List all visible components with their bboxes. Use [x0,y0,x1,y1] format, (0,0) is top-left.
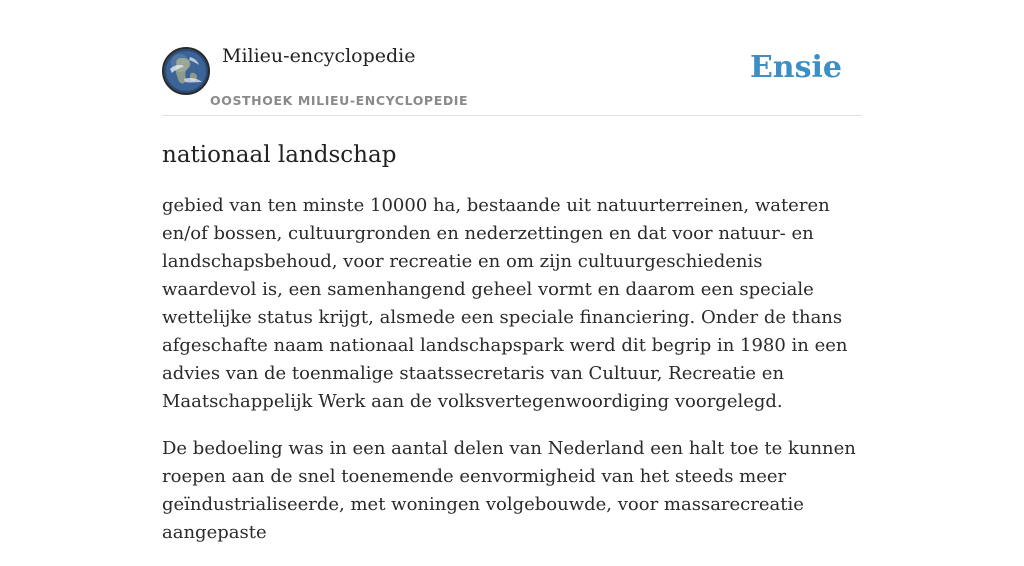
article-title: nationaal landschap [162,142,397,168]
brand-logo-link[interactable]: Ensie [749,50,842,85]
article-paragraph: De bedoeling was in een aantal delen van Nederland een halt toe te kunnen roepen aan de snel toenemende eenvormigheid van het steeds meer geïndustrialiseerde, met woningen volgebouwde, voor massarecreatie aangepaste [162,438,856,543]
content-column [162,0,862,566]
article-body [162,192,862,547]
site-subtitle[interactable]: OOSTHOEK MILIEU-ENCYCLOPEDIE [210,93,469,108]
article-paragraph: gebied van ten minste 10000 ha, bestaande uit natuurterreinen, wateren en/of bossen, cultuurgronden en nederzettingen en dat voor natuur- en landschapsbehoud, voor recreatie en om zijn cultuurgeschiedenis waardevol is, een samenhangend geheel vormt en daarom een speciale wettelijke status krijgt, alsmede een speciale financiering. Onder de thans afgeschafte naam nationaal landschapspark werd dit begrip in 1980 in een advies van de toenmalige staatssecretaris van Cultuur, Recreatie en Maatschappelijk Werk aan de volksvertegenwoordiging voorgelegd. [162,195,848,412]
site-header [162,0,862,116]
earth-globe-icon[interactable] [162,47,210,95]
site-name[interactable]: Milieu-encyclopedie [222,45,416,67]
